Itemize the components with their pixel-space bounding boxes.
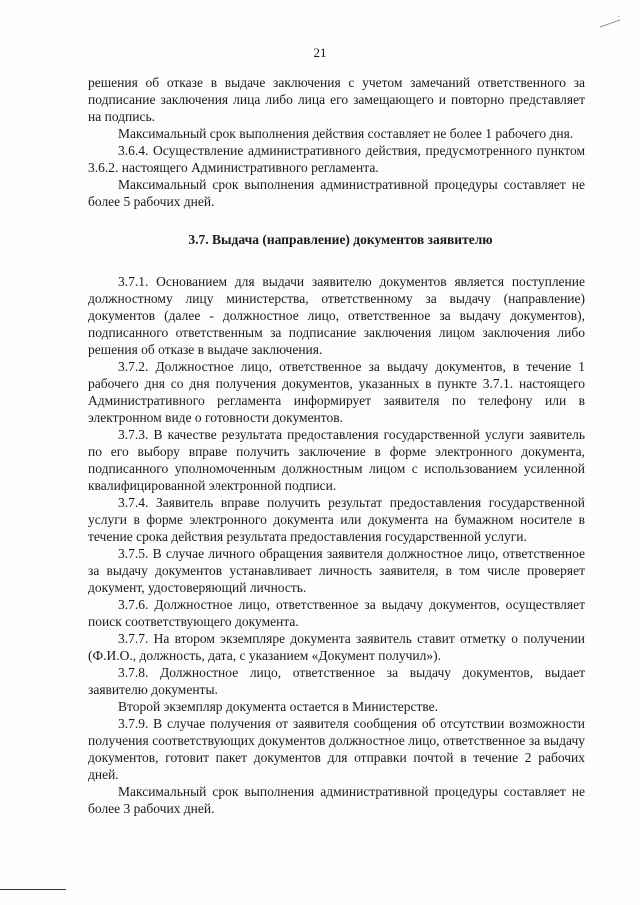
paragraph: 3.7.5. В случае личного обращения заявителя должностное лицо, ответственное за выдачу документов устанавливает личность заявителя, в том числе проверяет документ, удостоверяющий личность. (88, 546, 585, 595)
paragraph: Второй экземпляр документа остается в Министерстве. (118, 699, 439, 714)
paragraph: 3.7.1. Основанием для выдачи заявителю документов является поступление должностному лицу министерства, ответственному за выдачу (направление) документов (далее - должностное лицо, ответственное за выдачу документов), подписанного ответственным за подписание заключения лицом заключения либо решения об отказе в выдаче заключения. (88, 274, 585, 357)
paragraph: 3.7.7. На втором экземпляре документа заявитель ставит отметку о получении (Ф.И.О., должность, дата, с указанием «Документ получил»). (88, 631, 585, 663)
document-body (88, 74, 585, 817)
paragraph: 3.7.3. В качестве результата предоставления государственной услуги заявитель по его выбору вправе получить заключение в форме электронного документа, подписанного уполномоченным должностным лицом с использованием усиленной квалифицированной электронной подписи. (88, 427, 585, 493)
paragraph: 3.7.8. Должностное лицо, ответственное за выдачу документов, выдает заявителю документы. (88, 665, 585, 697)
paragraph: 3.7.2. Должностное лицо, ответственное за выдачу документов, в течение 1 рабочего дня со дня получения документов, указанных в пункте 3.7.1. настоящего Административного регламента информирует заявителя по телефону или в электронном виде о готовности документов. (88, 359, 585, 425)
paragraph: 3.7.4. Заявитель вправе получить результат предоставления государственной услуги в форме электронного документа или документа на бумажном носителе в течение срока действия результата предоставления государственной услуги. (88, 495, 585, 544)
paragraph: 3.6.4. Осуществление административного действия, предусмотренного пунктом 3.6.2. настоящего Административного регламента. (88, 143, 585, 175)
paragraph: Максимальный срок выполнения действия составляет не более 1 рабочего дня. (118, 126, 574, 141)
page-number: 21 (313, 45, 327, 60)
footnote-divider (0, 889, 66, 890)
scan-mark-icon (598, 14, 622, 30)
paragraph: Максимальный срок выполнения административной процедуры составляет не более 5 рабочих дней. (88, 177, 585, 209)
paragraph: Максимальный срок выполнения административной процедуры составляет не более 3 рабочих дней. (88, 784, 585, 816)
section-heading: 3.7. Выдача (направление) документов заявителю (188, 232, 493, 247)
paragraph: 3.7.6. Должностное лицо, ответственное за выдачу документов, осуществляет поиск соответствующего документа. (88, 597, 585, 629)
paragraph: 3.7.9. В случае получения от заявителя сообщения об отсутствии возможности получения соответствующих документов должностное лицо, ответственное за выдачу документов, готовит пакет документов для отправки почтой в течение 2 рабочих дней. (88, 716, 585, 782)
paragraph: решения об отказе в выдаче заключения с учетом замечаний ответственного за подписание заключения лица либо лица его замещающего и повторно представляет на подпись. (88, 75, 585, 124)
